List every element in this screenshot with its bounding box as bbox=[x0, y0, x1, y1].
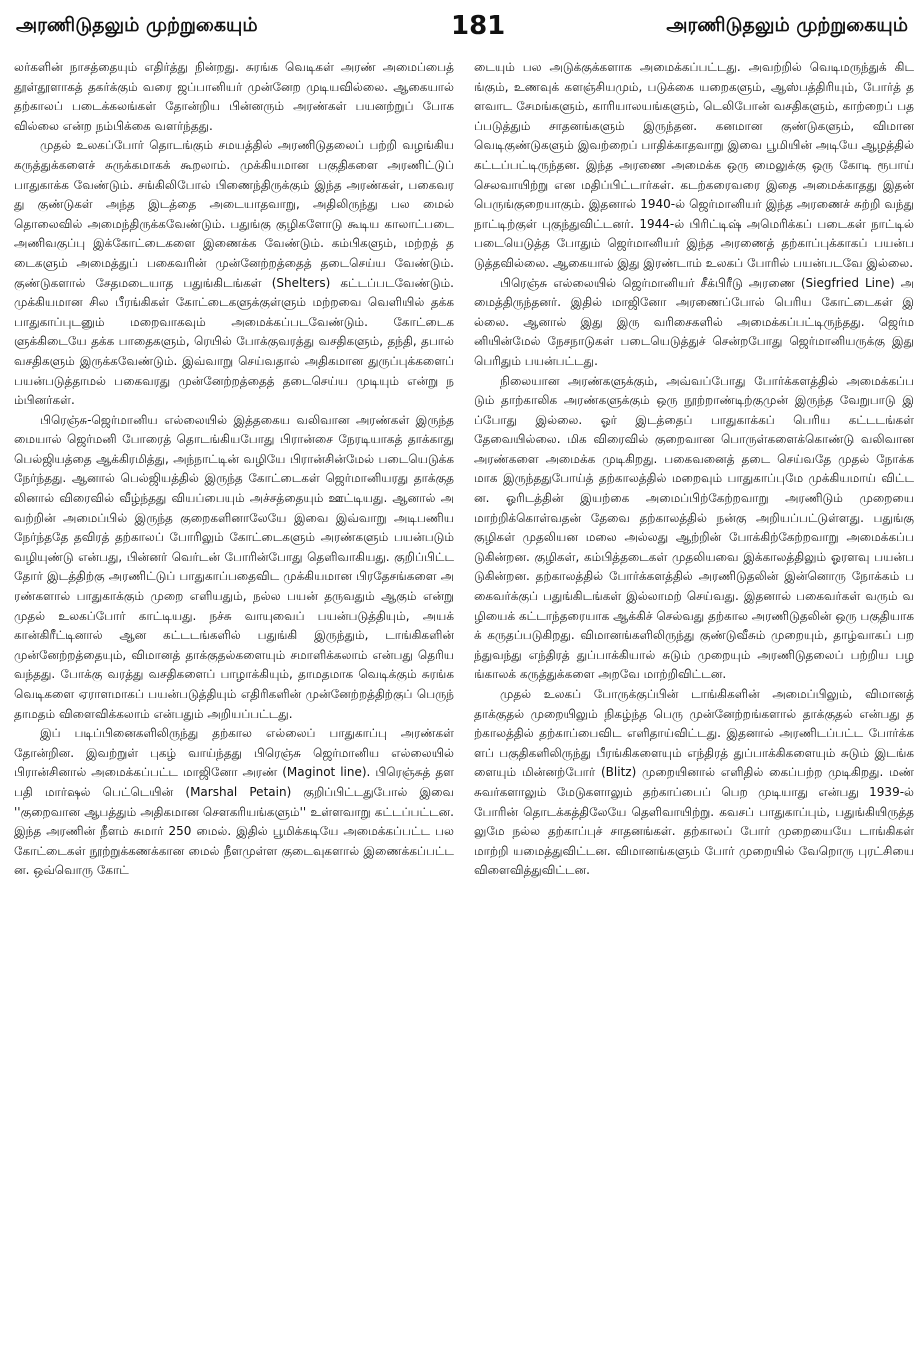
right-column bbox=[474, 58, 914, 1363]
page-number: 181 bbox=[451, 11, 506, 41]
paragraph: நிலையான அரண்களுக்கும், அவ்வப்போது போர்க்களத்தில் அமைக்கப்படும் தாற்காலிக அரண்களுக்கும் ஒரு நூற்றாண்டிற்குமுன் இருந்த வேறுபாடு இப்போது இல்லை. ஓர் இடத்தைப் பாதுகாக்கப் பெரிய கட்டடங்கள் தேவையில்லை. மிக விரைவில் குறைவான பொருள்களைக்கொண்டு வலிவான அரண்களை அமைக்க முடிகிறது. பகைவனைத் தடை செய்வதே முதல் நோக்கமாக இருந்ததுபோய்த் தற்காலத்தில் மறைவும் பாதுகாப்புமே முக்கியமாய் விட்டன. ஓரிடத்தின் இயற்கை அமைப்பிற்கேற்றவாறு அரணிடும் முறையை மாற்றிக்கொள்வதன் தேவை தற்காலத்தில் நன்கு அறியப்பட்டுள்ளது. பதுங்கு குழிகள் முதலியன மலை அல்லது ஆற்றின் போக்கிற்கேற்றவாறு அமைக்கப்படுகின்றன. குழிகள், கம்பித்தடைகள் முதலியவை இக்காலத்திலும் ஓரளவு பயன்படுகின்றன. தற்காலத்தில் போர்க்களத்தில் அரணிடுதலின் இன்னொரு நோக்கம் பகைவர்க்குப் பதுங்கிடங்கள் இல்லாமற் செய்வது. இதனால் பகைவர்கள் வரும் வழியைக் கட்டாந்தரையாக ஆக்கிச் செல்வது தற்கால அரணிடுதலின் ஒரு பகுதியாகக் கருதப்படுகிறது. விமானங்களிலிருந்து குண்டுவீசும் முறையும், தாழ்வாகப் பறந்துவந்து எந்திரத் துப்பாக்கியால் சுடும் முறையும் அரணிடுதலைப் பற்றிய பழங்காலக் கருத்துக்களை அறவே மாற்றிவிட்டன. bbox=[474, 373, 914, 682]
running-header bbox=[14, 11, 910, 48]
left-column bbox=[14, 58, 454, 1363]
running-title-right: அரணிடுதலும் முற்றுகையும் bbox=[666, 14, 908, 36]
paragraph: முதல் உலகப்போர் தொடங்கும் சமயத்தில் அரணிடுதலைப் பற்றி வழங்கிய கருத்துக்களைச் சுருக்கமாகக் கூறலாம். முக்கியமான பகுதிகளை அரணிட்டுப் பாதுகாக்க வேண்டும். சங்கிலிபோல் பிணைந்திருக்கும் இந்த அரண்கள், பகைவரது குண்டுகள் அந்த இடத்தை அடையாதவாறு, அதிலிருந்து பல மைல் தொலைவில் அமைந்திருக்கவேண்டும். பதுங்கு குழிகளோடு கூடிய காலாட்படை அணிவகுப்பு இக்கோட்டைகளை இணைக்க வேண்டும். கம்பிகளும், மற்றத் தடைகளும் அமைத்துப் பகைவரின் முன்னேற்றத்தைத் தடைசெய்ய வேண்டும். குண்டுகளால் சேதமடையாத பதுங்கிடங்கள் (Shelters) கட்டப்படவேண்டும். முக்கியமான சில பீரங்கிகள் கோட்டைகளுக்குள்ளும் மற்றவை வெளியில் தக்க பாதுகாப்புடனும் மறைவாகவும் அமைக்கப்படவேண்டும். கோட்டைகளுக்கிடையே தக்க பாதைகளும், ரெயில் போக்குவரத்து வசதிகளும், தந்தி, தபால் வசதிகளும் இருக்கவேண்டும். இவ்வாறு செய்வதால் அதிகமான துருப்புக்களைப் பயன்படுத்தாமல் பகைவரது முன்னேற்றத்தைத் தடைசெய்ய முடியும் என்று நம்பினர்கள். bbox=[14, 138, 454, 408]
paragraph: பிரெஞ்சு-ஜெர்மானிய எல்லையில் இத்தகைய வலிவான அரண்கள் இருந்தமையால் ஜெர்மனி போரைத் தொடங்கியபோது பிரான்சை நேரடியாகத் தாக்காது பெல்ஜியத்தை ஆக்கிரமித்து, அந்நாட்டின் வழியே பிரான்சின்மேல் படையெடுக்க நேர்ந்தது. ஆனால் பெல்ஜியத்தில் இருந்த கோட்டைகள் ஜெர்மானியரது தாக்குதலினால் விரைவில் வீழ்ந்தது வியப்பையும் அச்சத்தையும் ஊட்டியது. ஆனால் அவற்றின் அமைப்பில் இருந்த குறைகளினாலேயே இவை இவ்வாறு அடிபணிய நேர்ந்ததே தவிரத் தற்காலப் போரிலும் கோட்டைகளும் அரண்களும் பயன்படும் வழியுண்டு என்பது, பின்னர் வெர்டன் போரின்போது தெளிவாகியது. குறிப்பிட்டதோர் இடத்திற்கு அரணிட்டுப் பாதுகாப்பதைவிட முக்கியமான பிரதேசங்களை அரண்களால் பாதுகாக்கும் முறை எளியதும், நல்ல பயன் தருவதும் ஆகும் என்று முதல் உலகப்போர் காட்டியது. நச்சு வாயுவைப் பயன்படுத்தியும், அயக் கான்கிரீட்டினால் ஆன கட்டடங்களில் பதுங்கி இருந்தும், டாங்கிகளின் முன்னேற்றத்தையும், விமானத் தாக்குதல்களையும் சமாளிக்கலாம் என்பது தெரியவந்தது. போக்கு வரத்து வசதிகளைப் பாழாக்கியும், தாமதமாக வெடிக்கும் சுரங்க வெடிகளை ஏராளமாகப் பயன்படுத்தியும் எதிரிகளின் முன்னேற்றத்திற்குப் பெருந் தாமதம் விளைவிக்கலாம் என்பதும் அறியப்பட்டது. bbox=[14, 412, 454, 721]
running-title-left: அரணிடுதலும் முற்றுகையும் bbox=[16, 14, 258, 36]
paragraph: டையும் பல அடுக்குக்களாக அமைக்கப்பட்டது. அவற்றில் வெடிமருந்துக் கிடங்கும், உணவுக் களஞ்சியமும், படுக்கை யறைகளும், ஆஸ்பத்திரியும், போர்த் தளவாட சேமங்களும், காரியாலயங்களும், டெலிபோன் வசதிகளும், காற்றைப் பதப்படுத்தும் சாதனங்களும் இருந்தன. கனமான குண்டுகளும், விமான வெடிகுண்டுகளும் இவற்றைப் பாதிக்காதவாறு இவை பூமியின் அடியே ஆழத்தில் கட்டப்பட்டிருந்தன. இந்த அரணை அமைக்க ஒரு மைலுக்கு ஒரு கோடி ரூபாய் செலவாயிற்று என மதிப்பிட்டார்கள். கடற்கரைவரை இதை அமைக்காதது இதன் பெருங்குறையாகும். இதனால் 1940-ல் ஜெர்மானியர் இந்த அரணைச் சுற்றி வந்து நாட்டிற்குள் புகுந்துவிட்டனர். 1944-ல் பிரிட்டிஷ் அமெரிக்கப் படைகள் நாட்டில் படையெடுத்த போதும் ஜெர்மானியர் இந்த அரணைத் தற்காப்புக்காகப் பயன்படுத்தவில்லை. ஆகையால் இது இரண்டாம் உலகப் போரில் பயன்படவே இல்லை. bbox=[474, 60, 914, 270]
paragraph: முதல் உலகப் போருக்குப்பின் டாங்கிகளின் அமைப்பிலும், விமானத் தாக்குதல் முறையிலும் நிகழ்ந்த பெரு முன்னேற்றங்களால் தாக்குதல் என்பது தற்காலத்தில் தற்காப்பைவிட எளிதாய்விட்டது. இதனால் அரணிடப்பட்ட போர்க்களப் பகுதிகளிலிருந்து பீரங்கிகளையும் எந்திரத் துப்பாக்கிகளையும் சுடும் இடங்களையும் மின்னற்போர் (Blitz) முறையினால் எளிதில் கைப்பற்ற முடிகிறது. மண் சுவர்களாலும் மேடுகளாலும் தற்காப்பைப் பெற முடியாது என்பது 1939-ல் போரின் தொடக்கத்திலேயே தெளிவாயிற்று. கவசப் பாதுகாப்பும், பதுங்கியிருத்தலுமே நல்ல தற்காப்புச் சாதனங்கள். தற்காலப் போர் முறையையே டாங்கிகள் மாற்றி யமைத்துவிட்டன. விமானங்களும் போர் முறையில் வேறொரு புரட்சியை விளைவித்துவிட்டன. bbox=[474, 687, 914, 878]
paragraph: லர்களின் நாசத்தையும் எதிர்த்து நின்றது. சுரங்க வெடிகள் அரண் அமைப்பைத் தூள்தூளாகத் தகர்க்கும் வரை ஜப்பானியர் முன்னேற முடியவில்லை. ஆகையால் தற்காலப் படைக்கலங்கள் தோன்றிய பின்னரும் அரண்கள் பயனற்றுப் போகவில்லை என்ற நம்பிக்கை வளர்ந்தது. bbox=[14, 60, 454, 133]
paragraph: பிரெஞ்சு எல்லையில் ஜெர்மானியர் சீக்பிரீடு அரணை (Siegfried Line) அமைத்திருந்தனர். இதில் மாஜினோ அரணைப்போல் பெரிய கோட்டைகள் இல்லை. ஆனால் இது இரு வரிசைகளில் அமைக்கப்பட்டிருந்தது. ஜெர்மனியின்மேல் நேசநாடுகள் படையெடுத்துச் சென்றபோது ஜெர்மானியருக்கு இது பெரிதும் பயன்பட்டது. bbox=[474, 275, 914, 368]
paragraph: இப் படிப்பினைகளிலிருந்து தற்கால எல்லைப் பாதுகாப்பு அரண்கள் தோன்றின. இவற்றுள் புகழ் வாய்ந்தது பிரெஞ்சு ஜெர்மானிய எல்லையில் பிரான்சினால் அமைக்கப்பட்ட மாஜினோ அரண் (Maginot line). பிரெஞ்சுத் தளபதி மார்ஷல் பெட்டெயின் (Marshal Petain) குறிப்பிட்டதுபோல் இவை ''குறைவான ஆபத்தும் அதிகமான சௌகரியங்களும்'' உள்ளவாறு கட்டப்பட்டன. இந்த அரணின் நீளம் சுமார் 250 மைல். இதில் பூமிக்கடியே அமைக்கப்பட்ட பல கோட்டைகள் நூற்றுக்கணக்கான மைல் நீளமுள்ள குடைவுகளால் இணைக்கப்பட்டன. ஒவ்வொரு கோட் bbox=[14, 726, 454, 878]
text-columns bbox=[14, 58, 914, 1363]
